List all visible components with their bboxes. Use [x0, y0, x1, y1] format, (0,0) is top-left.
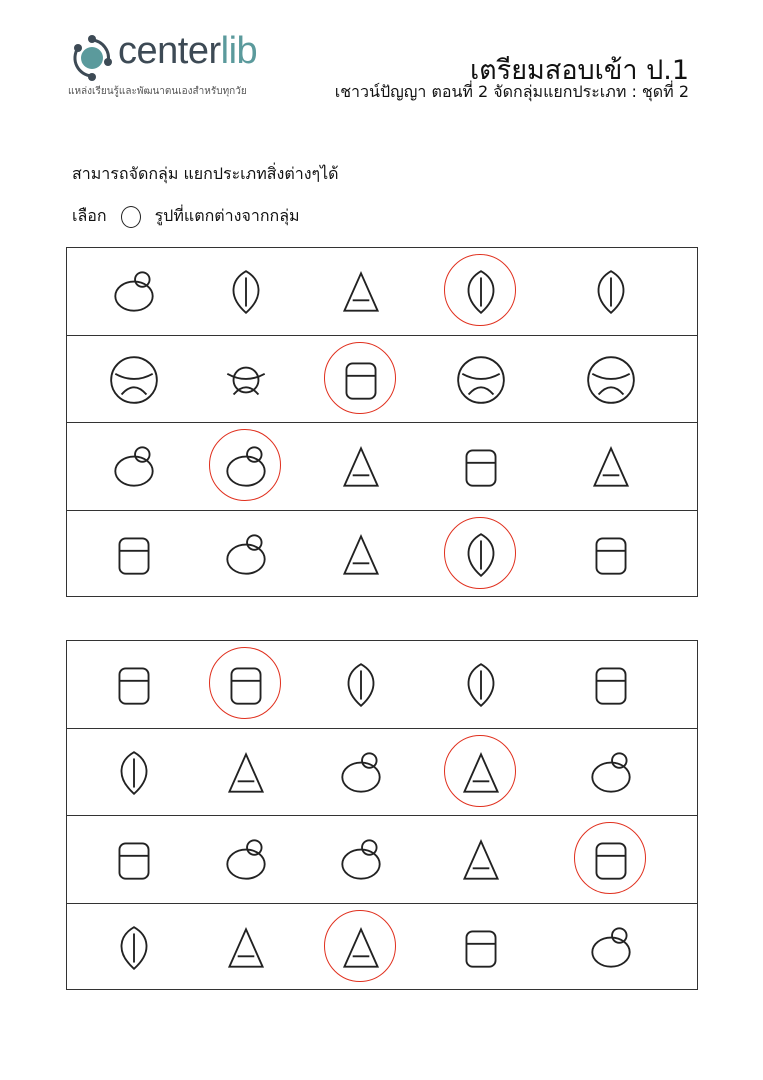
- turtle-picture[interactable]: [446, 433, 516, 501]
- trumpet-icon: [107, 921, 161, 975]
- t-shirt-picture[interactable]: [99, 739, 169, 807]
- skirt-icon: [454, 746, 508, 800]
- drum-icon: [584, 921, 638, 975]
- mango-picture[interactable]: [326, 521, 396, 589]
- logo-tagline: แหล่งเรียนรู้และพัฒนาตนเองสำหรับทุกวัย: [68, 86, 247, 97]
- volleyball-picture[interactable]: [446, 346, 516, 414]
- frying-pan-icon: [219, 658, 273, 712]
- maple-leaf-icon: [584, 833, 638, 887]
- saw-picture[interactable]: [326, 651, 396, 719]
- fish-icon: [107, 440, 161, 494]
- clownfish-icon: [334, 440, 388, 494]
- flower-picture[interactable]: [99, 826, 169, 894]
- exercise-row: [67, 423, 697, 511]
- hammer-icon: [107, 658, 161, 712]
- basketball-icon: [584, 353, 638, 407]
- duck-picture[interactable]: [99, 258, 169, 326]
- vest-picture[interactable]: [576, 739, 646, 807]
- lily-icon: [219, 833, 273, 887]
- maple-leaf-picture[interactable]: [576, 826, 646, 894]
- banana-icon: [107, 528, 161, 582]
- chick-icon: [334, 265, 388, 319]
- beetroot-picture[interactable]: [211, 433, 281, 501]
- drum-picture[interactable]: [576, 914, 646, 982]
- exercise-row: [67, 904, 697, 992]
- xylophone-icon: [219, 921, 273, 975]
- broom-icon: [334, 921, 388, 975]
- shirt-icon: [219, 746, 273, 800]
- hen-picture[interactable]: [211, 258, 281, 326]
- exercise-row: [67, 336, 697, 424]
- instruction-select: เลือก: [72, 206, 107, 225]
- screwdriver-icon: [454, 658, 508, 712]
- flower-icon: [107, 833, 161, 887]
- lobster-picture[interactable]: [446, 258, 516, 326]
- soccer-ball-picture[interactable]: [99, 346, 169, 414]
- tennis-ball-icon: [219, 353, 273, 407]
- soccer-ball-icon: [107, 353, 161, 407]
- frying-pan-picture[interactable]: [211, 651, 281, 719]
- tank-top-icon: [334, 746, 388, 800]
- broom-picture[interactable]: [326, 914, 396, 982]
- instruction-task: [72, 204, 300, 229]
- corn-icon: [219, 528, 273, 582]
- page-subtitle: เชาวน์ปัญญา ตอนที่ 2 จัดกลุ่มแยกประเภท : ชุดที่ 2: [334, 82, 689, 101]
- trumpet-picture[interactable]: [99, 914, 169, 982]
- exercise-table-1: [66, 247, 698, 597]
- turtle-icon: [454, 440, 508, 494]
- vest-icon: [584, 746, 638, 800]
- light-bulb-picture[interactable]: [326, 346, 396, 414]
- exercise-row: [67, 248, 697, 336]
- logo-wordmark: [118, 30, 257, 73]
- lily-picture[interactable]: [211, 826, 281, 894]
- skirt-picture[interactable]: [446, 739, 516, 807]
- screwdriver-picture[interactable]: [446, 651, 516, 719]
- duck-icon: [107, 265, 161, 319]
- hammer-picture[interactable]: [99, 651, 169, 719]
- logo-text-main: center: [118, 30, 221, 72]
- mango-icon: [334, 528, 388, 582]
- guitar-icon: [454, 921, 508, 975]
- pliers-icon: [584, 658, 638, 712]
- exercise-row: [67, 816, 697, 904]
- hibiscus-icon: [334, 833, 388, 887]
- xylophone-picture[interactable]: [211, 914, 281, 982]
- hen-icon: [219, 265, 273, 319]
- owl-picture[interactable]: [576, 258, 646, 326]
- cupcake-picture[interactable]: [446, 521, 516, 589]
- owl-icon: [584, 265, 638, 319]
- centerlib-logo: [68, 30, 258, 97]
- exercise-row: [67, 641, 697, 729]
- flower-simple-icon: [454, 833, 508, 887]
- beetroot-icon: [219, 440, 273, 494]
- instruction-rest: รูปที่แตกต่างจากกลุ่ม: [154, 206, 300, 225]
- guitar-picture[interactable]: [446, 914, 516, 982]
- logo-mark-icon: [68, 34, 116, 82]
- fish-picture[interactable]: [99, 433, 169, 501]
- lobster-icon: [454, 265, 508, 319]
- strawberry-icon: [584, 528, 638, 582]
- jellyfish-icon: [584, 440, 638, 494]
- clownfish-picture[interactable]: [326, 433, 396, 501]
- saw-icon: [334, 658, 388, 712]
- tank-top-picture[interactable]: [326, 739, 396, 807]
- exercise-row: [67, 729, 697, 817]
- page-title: เตรียมสอบเข้า ป.1: [469, 55, 689, 86]
- hibiscus-picture[interactable]: [326, 826, 396, 894]
- volleyball-icon: [454, 353, 508, 407]
- circle-symbol-icon: [121, 206, 141, 228]
- instruction-objective: สามารถจัดกลุ่ม แยกประเภทสิ่งต่างๆได้: [72, 164, 339, 183]
- logo-text-accent: lib: [220, 30, 258, 72]
- basketball-picture[interactable]: [576, 346, 646, 414]
- flower-simple-picture[interactable]: [446, 826, 516, 894]
- jellyfish-picture[interactable]: [576, 433, 646, 501]
- corn-picture[interactable]: [211, 521, 281, 589]
- light-bulb-icon: [334, 353, 388, 407]
- tennis-ball-picture[interactable]: [211, 346, 281, 414]
- strawberry-picture[interactable]: [576, 521, 646, 589]
- banana-picture[interactable]: [99, 521, 169, 589]
- shirt-picture[interactable]: [211, 739, 281, 807]
- exercise-table-2: [66, 640, 698, 990]
- exercise-row: [67, 511, 697, 599]
- t-shirt-icon: [107, 746, 161, 800]
- pliers-picture[interactable]: [576, 651, 646, 719]
- cupcake-icon: [454, 528, 508, 582]
- chick-picture[interactable]: [326, 258, 396, 326]
